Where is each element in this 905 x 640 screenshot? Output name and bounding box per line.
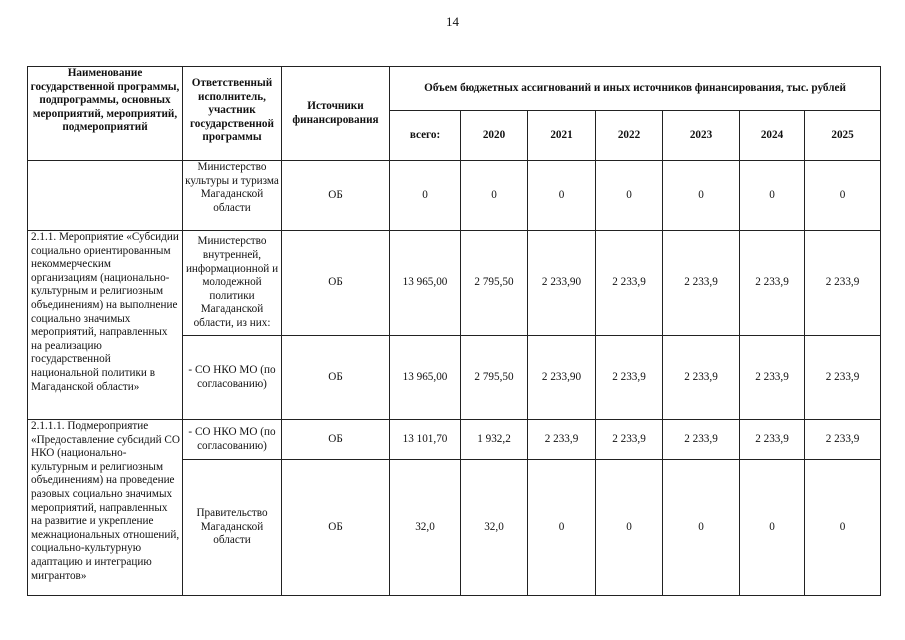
header-year-2023: 2023 (663, 111, 740, 161)
header-executor: Ответственный исполнитель, участник государственной программы (183, 67, 282, 161)
row-value-cell: 2 233,9 (596, 231, 663, 336)
page-number: 14 (446, 14, 459, 29)
row-value-cell: 32,0 (461, 460, 528, 596)
row-executor-cell: Министерство внутренней, информационной и молодежной политики Магаданской области, из них: (183, 231, 282, 336)
row-value-cell: 0 (740, 161, 805, 231)
row-value-cell: 2 233,9 (528, 420, 596, 460)
row-value-cell: 0 (528, 460, 596, 596)
row-total-cell: 0 (390, 161, 461, 231)
row-value-cell: 2 233,9 (663, 420, 740, 460)
row-executor-cell: - СО НКО МО (по согласованию) (183, 336, 282, 420)
row-source-cell: ОБ (282, 460, 390, 596)
row-source-cell: ОБ (282, 336, 390, 420)
table-row (28, 231, 881, 336)
row-total-cell: 32,0 (390, 460, 461, 596)
row-total-cell: 13 965,00 (390, 336, 461, 420)
row-value-cell: 2 795,50 (461, 336, 528, 420)
row-value-cell: 1 932,2 (461, 420, 528, 460)
row-value-cell: 0 (805, 460, 881, 596)
row-executor-cell: Министерство культуры и туризма Магаданской области (183, 161, 282, 231)
header-year-2024: 2024 (740, 111, 805, 161)
row-value-cell: 0 (461, 161, 528, 231)
row-total-cell: 13 101,70 (390, 420, 461, 460)
row-value-cell: 0 (596, 460, 663, 596)
row-value-cell: 2 233,9 (663, 336, 740, 420)
row-source-cell: ОБ (282, 231, 390, 336)
row-executor-cell: - СО НКО МО (по согласованию) (183, 420, 282, 460)
row-executor-cell: Правительство Магаданской области (183, 460, 282, 596)
row-value-cell: 2 233,9 (805, 336, 881, 420)
budget-table (27, 66, 881, 596)
row-value-cell: 2 233,9 (740, 420, 805, 460)
table-row (28, 161, 881, 231)
row-value-cell: 0 (663, 460, 740, 596)
row-value-cell: 2 233,9 (740, 231, 805, 336)
row-value-cell: 2 233,9 (596, 420, 663, 460)
row-value-cell: 0 (528, 161, 596, 231)
row-value-cell: 2 795,50 (461, 231, 528, 336)
row-value-cell: 0 (740, 460, 805, 596)
row-name-cell: 2.1.1. Мероприятие «Субсидии социально ориентированным некоммерческим организациям (национально-культурным и религиозным объединениям) на выполнение социально значимых мероприятий, направленных на реализацию государственной национальной политики в Магаданской области» (28, 231, 183, 420)
row-value-cell: 2 233,9 (805, 231, 881, 336)
header-year-2020: 2020 (461, 111, 528, 161)
row-name-cell: 2.1.1.1. Подмероприятие «Предоставление субсидий СО НКО (национально-культурным и религиозным объединениям) на проведение разовых социально значимых мероприятий, направленных на развитие и укрепление межнациональных отношений, социально-культурную адаптацию и интеграцию мигрантов» (28, 420, 183, 596)
row-name-cell (28, 161, 183, 231)
row-value-cell: 2 233,9 (740, 336, 805, 420)
header-name: Наименование государственной программы, подпрограммы, основных мероприятий, мероприятий, подмероприятий (28, 67, 183, 161)
row-source-cell: ОБ (282, 420, 390, 460)
row-value-cell: 2 233,90 (528, 336, 596, 420)
table-row (28, 420, 881, 460)
row-total-cell: 13 965,00 (390, 231, 461, 336)
row-value-cell: 0 (663, 161, 740, 231)
row-source-cell: ОБ (282, 161, 390, 231)
header-year-2021: 2021 (528, 111, 596, 161)
row-value-cell: 0 (596, 161, 663, 231)
header-year-2025: 2025 (805, 111, 881, 161)
row-value-cell: 2 233,9 (663, 231, 740, 336)
row-value-cell: 2 233,90 (528, 231, 596, 336)
header-volume: Объем бюджетных ассигнований и иных источников финансирования, тыс. рублей (390, 67, 881, 111)
row-value-cell: 2 233,9 (596, 336, 663, 420)
header-total: всего: (390, 111, 461, 161)
header-year-2022: 2022 (596, 111, 663, 161)
header-source: Источники финансирования (282, 67, 390, 161)
row-value-cell: 2 233,9 (805, 420, 881, 460)
row-value-cell: 0 (805, 161, 881, 231)
